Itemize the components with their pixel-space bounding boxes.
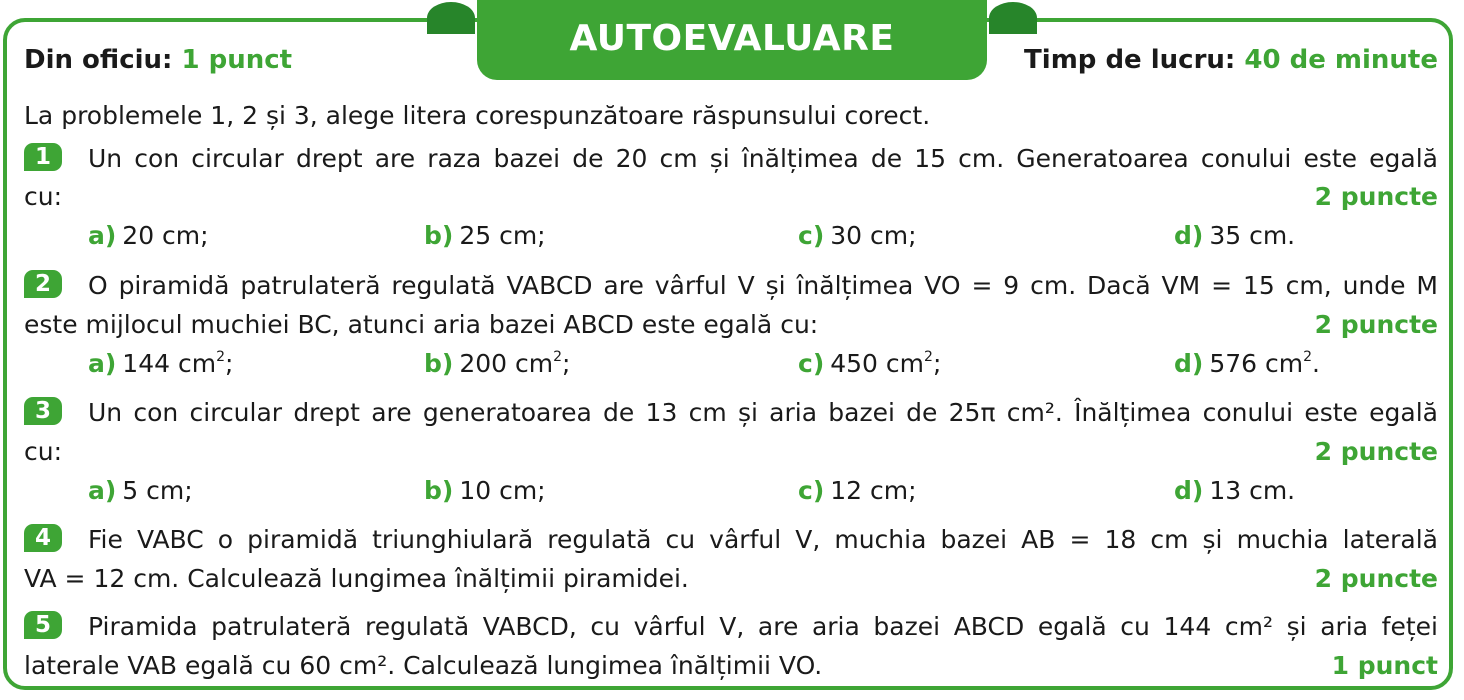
din-oficiu-value: 1 punct (181, 45, 293, 75)
problem-4-line-1: Fie VABC o piramidă triunghiulară regulată cu vârful V, muchia bazei AB = 18 cm și muchia laterală (88, 525, 1438, 554)
problem-4-number: 4 (24, 524, 62, 552)
option-text: 5 cm; (122, 476, 193, 505)
option-text: 200 cm (459, 349, 554, 378)
problem-1-option-b (424, 220, 546, 252)
option-letter: b) (424, 476, 454, 505)
option-text: 20 cm; (122, 221, 209, 250)
problem-2-option-a (88, 348, 233, 380)
problem-5-number: 5 (24, 611, 62, 639)
option-text: 144 cm (122, 349, 217, 378)
timp-de-lucru (1024, 44, 1438, 76)
problem-3-option-d (1174, 475, 1295, 507)
problem-1-option-a (88, 220, 209, 252)
option-sup: 2 (924, 349, 933, 365)
option-text: 576 cm (1209, 349, 1304, 378)
page-title: AUTOEVALUARE (569, 17, 895, 59)
problem-5-line-1: Piramida patrulateră regulată VABCD, cu vârful V, are aria bazei ABCD egală cu 144 cm² și aria feței (88, 612, 1438, 641)
problem-5-points: 1 punct (1331, 651, 1438, 680)
tab-right-ornament (989, 2, 1037, 34)
din-oficiu (24, 44, 292, 76)
option-letter: c) (798, 221, 825, 250)
option-text: 30 cm; (830, 221, 917, 250)
problem-2-option-c (798, 348, 941, 380)
problem-3-option-c (798, 475, 917, 507)
problem-3-line-1: Un con circular drept are generatoarea de 13 cm și aria bazei de 25π cm². Înălțimea conului este egală (88, 398, 1438, 427)
option-text: 13 cm. (1209, 476, 1296, 505)
problem-2-option-b (424, 348, 570, 380)
option-letter: d) (1174, 476, 1204, 505)
option-end: ; (562, 349, 571, 378)
problem-2-points: 2 puncte (1314, 310, 1438, 339)
problem-3-number: 3 (24, 397, 62, 425)
option-letter: d) (1174, 221, 1204, 250)
option-text: 450 cm (830, 349, 925, 378)
problem-1-option-d (1174, 220, 1295, 252)
tab-left-ornament (427, 2, 475, 34)
option-letter: c) (798, 476, 825, 505)
problem-2-line-2: este mijlocul muchiei BC, atunci aria bazei ABCD este egală cu: (24, 310, 819, 339)
option-letter: a) (88, 476, 117, 505)
option-letter: a) (88, 349, 117, 378)
option-letter: c) (798, 349, 825, 378)
problem-1-points: 2 puncte (1314, 182, 1438, 211)
option-sup: 2 (553, 349, 563, 365)
problem-2-line-1: O piramidă patrulateră regulată VABCD are vârful V și înălțimea VO = 9 cm. Dacă VM = 15 cm, unde M (88, 271, 1438, 300)
title-tab (477, 0, 987, 80)
option-letter: b) (424, 349, 454, 378)
option-end: ; (932, 349, 942, 378)
option-end: . (1312, 349, 1320, 378)
problem-5-line-2: laterale VAB egală cu 60 cm². Calculează lungimea înălțimii VO. (24, 651, 823, 680)
timp-value: 40 de minute (1244, 45, 1438, 75)
problem-1-line-2: cu: (24, 182, 63, 211)
option-letter: a) (88, 221, 117, 250)
option-letter: b) (424, 221, 454, 250)
option-text: 12 cm; (830, 476, 917, 505)
instructions: La problemele 1, 2 și 3, alege litera corespunzătoare răspunsului corect. (24, 101, 931, 130)
option-text: 25 cm; (459, 221, 546, 250)
option-sup: 2 (216, 349, 225, 365)
din-oficiu-label: Din oficiu: (24, 45, 173, 75)
problem-3-line-2: cu: (24, 437, 63, 466)
problem-1-number: 1 (24, 143, 62, 171)
problem-3-points: 2 puncte (1314, 437, 1438, 466)
problem-2-number: 2 (24, 270, 62, 298)
option-letter: d) (1174, 349, 1204, 378)
problem-2-option-d (1174, 348, 1320, 380)
problem-1-option-c (798, 220, 917, 252)
problem-4-line-2: VA = 12 cm. Calculează lungimea înălțimii piramidei. (24, 564, 689, 593)
problem-1-line-1: Un con circular drept are raza bazei de 20 cm și înălțimea de 15 cm. Generatoarea conului este egală (88, 144, 1438, 173)
problem-3-option-a (88, 475, 193, 507)
problem-3-option-b (424, 475, 546, 507)
option-end: ; (224, 349, 234, 378)
option-text: 10 cm; (459, 476, 546, 505)
option-text: 35 cm. (1209, 221, 1296, 250)
timp-label: Timp de lucru: (1024, 45, 1236, 75)
option-sup: 2 (1303, 349, 1313, 365)
problem-4-points: 2 puncte (1314, 564, 1438, 593)
